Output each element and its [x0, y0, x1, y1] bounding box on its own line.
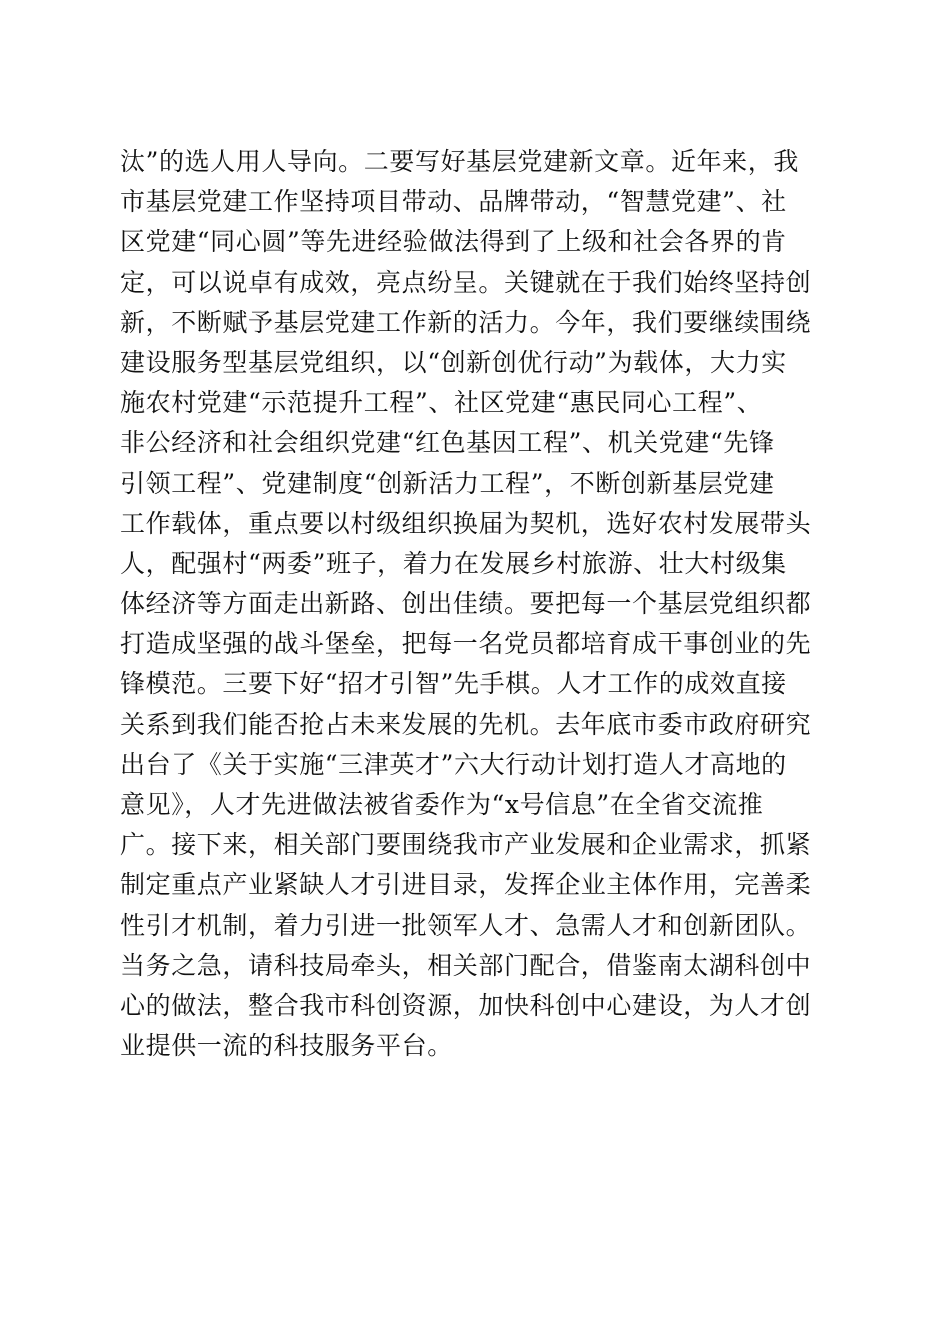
- text-line: 非公经济和社会组织党建“红色基因工程”、机关党建“先锋: [120, 428, 775, 458]
- text-line: 关系到我们能否抢占未来发展的先机。去年底市委市政府研究: [120, 709, 812, 739]
- text-line: 打造成坚强的战斗堡垒，把每一名党员都培育成干事创业的先: [120, 629, 812, 659]
- text-line: 人，配强村“两委”班子，着力在发展乡村旅游、壮大村级集: [120, 548, 787, 578]
- text-line: 汰”的选人用人导向。二要写好基层党建新文章。近年来，我: [120, 147, 799, 176]
- text-line: 锋模范。三要下好“招才引智”先手棋。人才工作的成效直接: [120, 669, 787, 699]
- text-line: 区党建“同心圆”等先进经验做法得到了上级和社会各界的肯: [120, 227, 787, 257]
- text-line: 体经济等方面走出新路、创出佳绩。要把每一个基层党组织都: [120, 589, 812, 619]
- text-line: 引领工程”、党建制度“创新活力工程”，不断创新基层党建: [120, 468, 775, 498]
- text-line: 当务之急，请科技局牵头，相关部门配合，借鉴南太湖科创中: [120, 950, 812, 980]
- text-line: 新，不断赋予基层党建工作新的活力。今年，我们要继续围绕: [120, 307, 812, 337]
- text-line: 市基层党建工作坚持项目带动、品牌带动，“智慧党建”、社: [120, 187, 787, 217]
- text-line: 定，可以说卓有成效，亮点纷呈。关键就在于我们始终坚持创: [120, 267, 812, 297]
- text-line: 施农村党建“示范提升工程”、社区党建“惠民同心工程”、: [120, 388, 763, 418]
- text-line: 制定重点产业紧缺人才引进目录，发挥企业主体作用，完善柔: [120, 870, 812, 900]
- text-line: 工作载体，重点要以村级组织换届为契机，选好农村发展带头: [120, 508, 812, 538]
- text-line: 出台了《关于实施“三津英才”六大行动计划打造人才高地的: [120, 749, 787, 779]
- text-line: 广。接下来，相关部门要围绕我市产业发展和企业需求，抓紧: [120, 830, 812, 860]
- body-paragraph: [120, 142, 840, 1066]
- text-line: 意见》，人才先进做法被省委作为“x号信息”在全省交流推: [120, 790, 764, 819]
- text-line: 性引才机制，着力引进一批领军人才、急需人才和创新团队。: [120, 910, 812, 940]
- text-line: 建设服务型基层党组织，以“创新创优行动”为载体，大力实: [120, 347, 787, 377]
- text-line: 心的做法，整合我市科创资源，加快科创中心建设，为人才创: [120, 990, 812, 1020]
- text-line: 业提供一流的科技服务平台。: [120, 1031, 453, 1061]
